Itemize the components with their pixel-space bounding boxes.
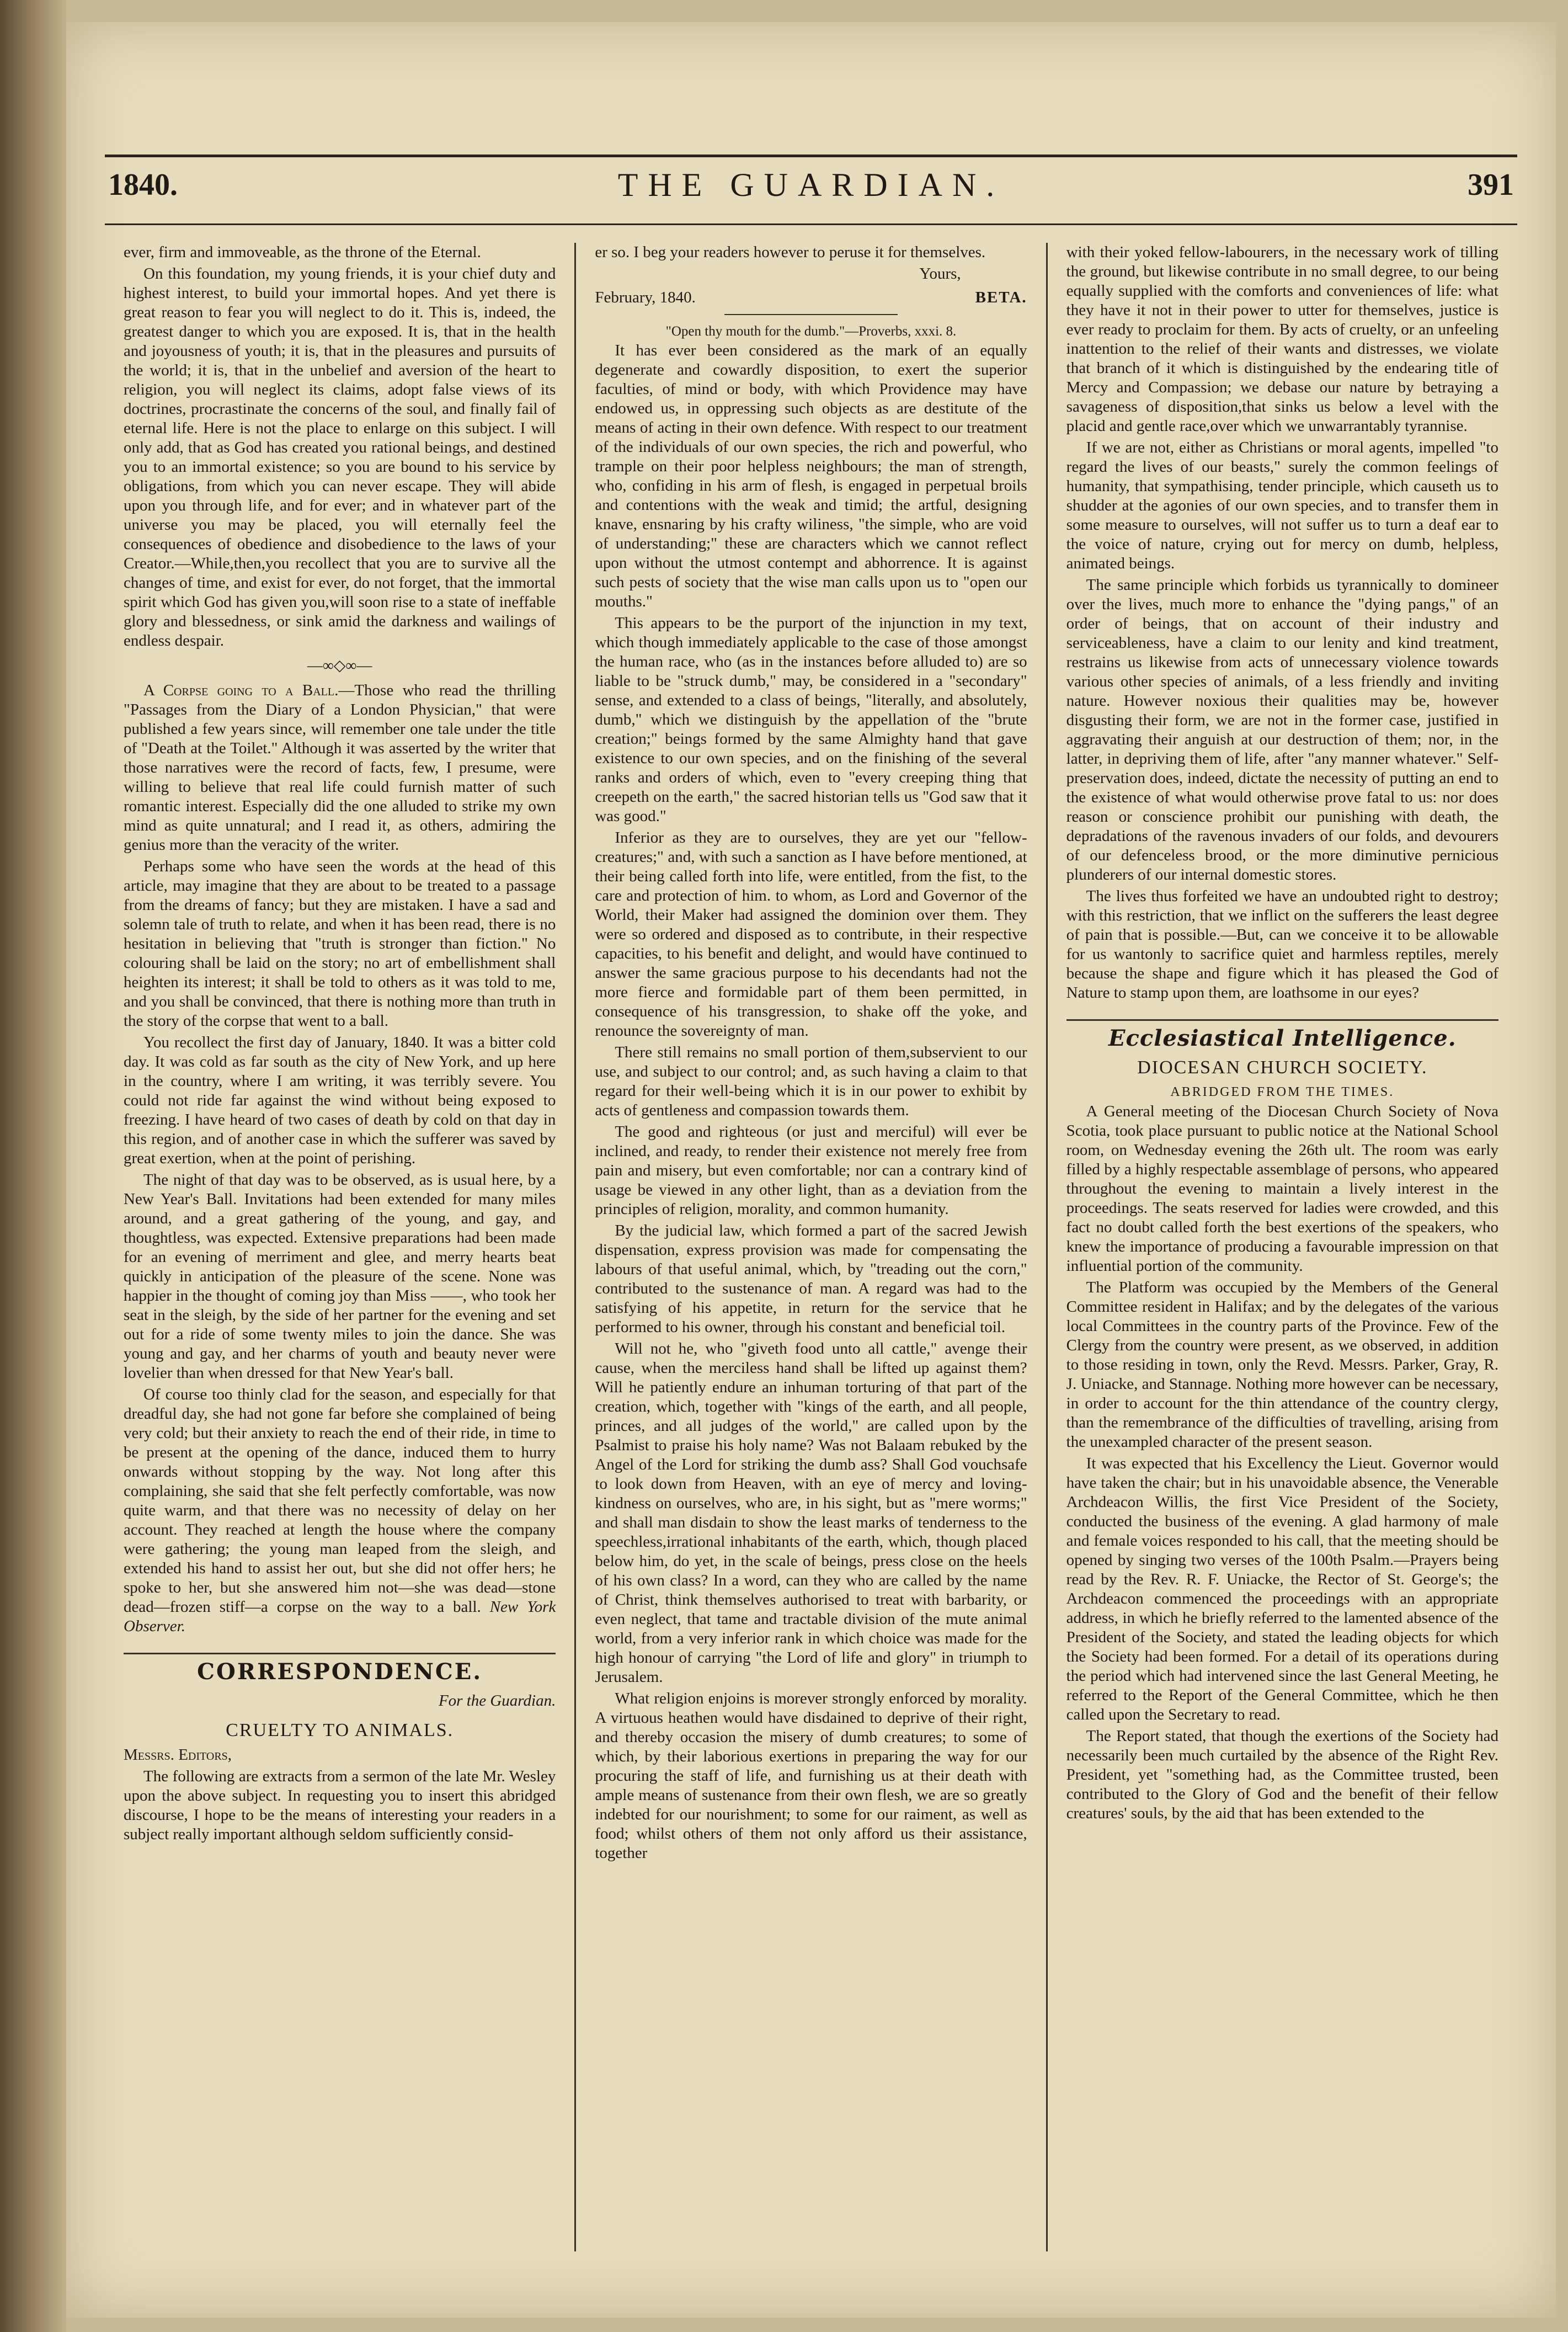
section-heading: CORRESPONDENCE. xyxy=(124,1653,556,1681)
paragraph: You recollect the first day of January, 1840. It was a bitter cold day. It was cold as far south as the city of New York, and up here in the country, where I am writing, it was terribly severe. You could not ride far against the wind without being exposed to freezing. I have heard of two cases of death by cold on that day in this region, and of another case in which the sufferer was saved by great exertion, when at the point of perishing. xyxy=(124,1034,556,1167)
header-page-number: 391 xyxy=(1468,168,1514,202)
letter-signature: BETA. xyxy=(975,289,1027,306)
paragraph: On this foundation, my young friends, it is your chief duty and highest interest, to build your immortal hopes. And yet there is great reason to fear you will neglect to do it. This is, indeed, the greatest danger to which you are exposed. It is, that in the health and joyousness of youth; it is, that in the pleasures and pursuits of the world; it is, that in the unbelief and aversion of the heart to religion, you will neglect its claims, adopt false views of its doctrines, procrastinate the concerns of the soul, and finally fail of eternal life. Here is not the place to enlarge on this subject. I will only add, that as God has created you rational beings, and destined you to an immortal existence; so you are bound to his service by obligations, from which you can never escape. They will abide upon you through life, and for ever; and in whatever part of the universe you may be placed, you will eternally feel the consequences of obedience and disobedience to the laws of your Creator.—While,then,you recollect that you are to survive all the changes of time, and exist for ever, do not forget, that the immortal spirit which God has given you,will soon rise to a state of ineffable glory and blessedness, or sink amid the darkness and wailings of endless despair. xyxy=(124,265,556,649)
paragraph: It was expected that his Excellency the Lieut. Governor would have taken the chair; but in his unavoidable absence, the Venerable Archdeacon Willis, the first Vice President of the Society, conducted the business of the evening. A glad harmony of male and female voices responded to his call, that the meeting should be opened by singing two verses of the 100th Psalm.—Prayers being read by the Rev. R. F. Uniacke, the Rector of St. George's; the Archdeacon commenced the proceedings with an appropriate address, in which he briefly referred to the lamented absence of the President of the Society, and stated the leading objects for which the Society had been formed. For a detail of its operations during the period which had intervened since the last General Meeting, he referred to the Report of the General Committee, which he then called upon the Secretary to read. xyxy=(1066,1455,1498,1723)
article-source: ABRIDGED FROM THE TIMES. xyxy=(1170,1085,1395,1099)
paragraph: with their yoked fellow-labourers, in the necessary work of tilling the ground, but likewise contribute in no small degree, to our being equally supplied with the comforts and conveniences of life: what they have it not in their power to utter for themselves, justice is ever ready to proclaim for them. By acts of cruelty, or an unfeeling inattention to the relief of their wants and distresses, we violate that branch of it which is distinguished by the endearing title of Mercy and Compassion; we debase our nature by betraying a savageness of disposition,that sinks us below a level with the placid and gentle race,over which we unwarrantably tyrannise. xyxy=(1066,243,1498,435)
paragraph: The following are extracts from a sermon of the late Mr. Wesley upon the above subject. In requesting you to insert this abridged discourse, I hope to be the means of interesting your readers in a subject really important although seldom sufficiently consid- xyxy=(124,1767,556,1843)
paragraph: The Report stated, that though the exertions of the Society had necessarily been much curtailed by the absence of the Right Rev. President, yet "something had, as the Committee trusted, been contributed to the Glory of God and the benefit of their fellow creatures' souls, by the aid that has been extended to the xyxy=(1066,1727,1498,1822)
column-3 xyxy=(1046,243,1517,2251)
letter-signature-line xyxy=(595,288,1027,307)
column-1 xyxy=(105,243,574,2251)
paragraph-text: Of course too thinly clad for the season, and especially for that dreadful day, she had not gone far before she complained of being very cold; but their anxiety to reach the end of their ride, in time to be present at the opening of the dance, induced them to hurry onwards without stopping by the way. Not long after this complaining, she said that she felt perfectly comfortable, was now quite warm, and that there was no necessity of delay on her account. They reached at length the house where the company were gathering; the young man leaped from the sleigh, and extended his hand to assist her out, but she did not offer hers; he spoke to her, but she answered him not—she was dead—stone dead—frozen stiff—a corpse on the way to a ball. xyxy=(124,1386,556,1616)
paragraph xyxy=(124,681,556,855)
salutation: Messrs. Editors, xyxy=(124,1746,232,1764)
paragraph: ever, firm and immoveable, as the throne of the Eternal. xyxy=(124,243,481,261)
ornament-divider: —∞◇∞— xyxy=(307,657,372,674)
paragraph: Perhaps some who have seen the words at the head of this article, may imagine that they are about to be treated to a passage from the dreams of fancy; but they are mistaken. I have a sad and solemn tale of truth to relate, and when it has been read, there is no hesitation in believing that "truth is stronger than fiction." No colouring shall be laid on the story; no art of embellishment shall heighten its interest; it shall be told to others as it was told to me, and you shall be convinced, that there is nothing more than truth in the story of the corpse that went to a ball. xyxy=(124,858,556,1030)
columns xyxy=(105,243,1517,2251)
paragraph: It has ever been considered as the mark of an equally degenerate and cowardly disposition, to exert the superior faculties, of mind or body, with which Providence may have endowed us, in oppressing such objects as are destitute of the means of acting in their own defence. With respect to our treatment of the individuals of our own species, the rich and powerful, who trample on their poor helpless neighbours; the man of strength, who, confiding in his arm of flesh, is engaged in perpetual broils and contentions with the weak and timid; the artful, designing knave, ensnaring by his crafty wiliness, "the simple, who are void of understanding;" these are characters which we cannot reflect upon without the utmost contempt and abhorrence. It is against such pests of society that the wise man calls upon us to "open our mouths." xyxy=(595,342,1027,610)
paragraph: The night of that day was to be observed, as is usual here, by a New Year's Ball. Invitations had been extended for many miles around, and a great gathering of the young, and gay, and thoughtless, was expected. Extensive preparations had been made for an evening of merriment and glee, and merry hearts beat quickly in anticipation of the pleasure of the scene. None was happier in the thought of coming joy than Miss ——, who took her seat in the sleigh, by the side of her partner for the evening and set out for a ride of some twenty miles to join the dance. She was young and gay, and her charms of youth and beauty never were lovelier than when dressed for that New Year's ball. xyxy=(124,1171,556,1382)
page-header xyxy=(105,155,1517,225)
paragraph: The same principle which forbids us tyrannically to domineer over the lives, much more to enhance the "dying pangs," of an order of beings, that on account of their industry and serviceableness, have a claim to our lenity and kind treatment, restrains us likewise from acts of unnecessary violence towards various other species of animals, of a less friendly and inviting nature. However noxious their qualities may be, however disgusting their form, we are not in the former case, justified in aggravating their anguish at our destruction of them; nor, in the latter, in depriving them of life, after "any manner whatever." Self-preservation does, indeed, dictate the necessity of putting an end to the existence of what would otherwise prove fatal to us: nor does reason or conscience prohibit our punishing with death, the depradations of the ravenous invaders of our folds, and devourers of our defenceless brood, or the more diminutive pernicious plunderers of our internal domestic stores. xyxy=(1066,576,1498,883)
paragraph: By the judicial law, which formed a part of the sacred Jewish dispensation, express provision was made for compensating the labours of that useful animal, which, by "treading out the corn," contributed to the sustenance of man. A regard was had to the satisfying of his appetite, in return for the service that he performed to his owner, through his constant and beneficial toil. xyxy=(595,1222,1027,1336)
paragraph: What religion enjoins is morever strongly enforced by morality. A virtuous heathen would have disdained to deprive of their right, and thereby occasion the misery of dumb creatures; to some of which, by their laborious exertions in preparing the way for our procuring the staff of life, and furnishing us at their death with ample means of sustenance from their own flesh, we are so greatly indebted for our nourishment; to some for our raiment, as well as food; whilst others of them not only afford us their assistance, together xyxy=(595,1690,1027,1862)
paragraph: The Platform was occupied by the Members of the General Committee resident in Halifax; and by the delegates of the various local Committees in the country parts of the Province. Few of the Clergy from the country were present, as we observed, in addition to those residing in town, only the Revd. Messrs. Parker, Gray, R. J. Uniacke, and Stannage. Nothing more however can be necessary, in order to account for the thin attendance of the country clergy, than the remembrance of the difficulties of travelling, arising from the unexampled character of the present season. xyxy=(1066,1279,1498,1451)
column-2 xyxy=(574,243,1046,2251)
for-the-guardian: For the Guardian. xyxy=(438,1692,556,1710)
paragraph-text: —Those who read the thrilling "Passages from the Diary of a London Physician," that were published a few years since, will remember one tale under the title of "Death at the Toilet." Although it was asserted by the writer that those narratives were the record of facts, few, I presume, were willing to believe that real life could furnish matter of such romantic interest. Especially did the one alluded to strike my own mind as quite unnatural; and I read it, as others, admiring the genius more than the veracity of the writer. xyxy=(124,682,556,854)
paragraph: Will not he, who "giveth food unto all cattle," avenge their cause, when the merciless hand shall be lifted up against them? Will he patiently endure an inhuman torturing of that part of the creation, which, together with "kings of the earth, and all people, princes, and all judges of the world," are called upon by the Psalmist to praise his holy name? Was not Balaam rebuked by the Angel of the Lord for striking the dumb ass? Shall God vouchsafe to look down from Heaven, with an eye of mercy and loving-kindness on ourselves, who are, in his sight, but as "mere worms;" and shall man disdain to show the least marks of tenderness to the speechless,irrational inhabitants of the earth, which, though placed below him, do yet, in the scale of beings, press close on the heels of his own class? In a word, can they who are called by the name of Christ, think themselves authorised to treat with barbarity, or even neglect, that tame and tractable division of the mute animal world, from a very inferior rank in which choice was made for the high honour of carrying "the Lord of life and glory" in triumph to Jerusalem. xyxy=(595,1340,1027,1686)
paragraph: There still remains no small portion of them,subservient to our use, and subject to our control; and, as such having a claim to that regard for their well-being which it is in our power to exhibit by acts of gentleness and compassion towards them. xyxy=(595,1043,1027,1119)
paragraph: Inferior as they are to ourselves, they are yet our "fellow-creatures;" and, with such a sanction as I have before mentioned, at their being called forth into life, were entitled, from the fist, to the care and protection of him. to whom, as Lord and Governor of the World, their Maker had assigned the dominion over them. They were so ordered and disposed as to contribute, in their respective capacities, to his benefit and delight, and would have continued to answer the same gracious purpose to his decendants had not the more fierce and formidable part of them been permitted, in consequence of his transgression, to shake off the yoke, and renounce the sovereignty of man. xyxy=(595,829,1027,1040)
paragraph: The good and righteous (or just and merciful) will ever be inclined, and ready, to render their existence not merely free from pain and misery, but even comfortable; nor can a contrary kind of usage be viewed in any other light, than as a deviation from the principles of religion, morality, and common humanity. xyxy=(595,1123,1027,1218)
paragraph: er so. I beg your readers however to peruse it for themselves. xyxy=(595,243,986,261)
letter-date: February, 1840. xyxy=(595,289,696,306)
book-binding xyxy=(0,0,66,2332)
header-year: 1840. xyxy=(108,168,178,202)
article-title: DIOCESAN CHURCH SOCIETY. xyxy=(1137,1057,1428,1078)
article-title: CRUELTY TO ANIMALS. xyxy=(226,1720,454,1740)
paragraph xyxy=(124,1385,556,1636)
header-title: THE GUARDIAN. xyxy=(617,167,1005,203)
paragraph: This appears to be the purport of the injunction in my text, which though immediately applicable to the case of those amongst the human race, who (as in the instances before alluded to) are so liable to be "struck dumb," may, be considered in a "secondary" sense, and extended to a class of beings, "literally, and absolutely, dumb," which we distinguish by the appellation of the "brute creation;" beings formed by the same Almighty hand that gave existence to our own species, and on the finishing of the several ranks and orders of which, even to "every creeping thing that creepeth on the earth," the sacred historian tells us "God saw that it was good." xyxy=(595,614,1027,825)
epigraph: "Open thy mouth for the dumb."—Proverbs, xxxi. 8. xyxy=(665,324,957,339)
paragraph: The lives thus forfeited we have an undoubted right to destroy; with this restriction, that we inflict on the sufferers the least degree of pain that is possible.—But, can we conceive it to be allowable for us wantonly to sacrifice quiet and harmless reptiles, merely because the shape and figure which it has pleased the God of Nature to stamp upon them, are loathsome in our eyes? xyxy=(1066,887,1498,1002)
newspaper-page xyxy=(66,22,1556,2318)
section-heading: Ecclesiastical Intelligence. xyxy=(1066,1019,1498,1048)
divider xyxy=(724,314,897,315)
article-lead: A Corpse going to a Ball. xyxy=(143,682,339,699)
paragraph: If we are not, either as Christians or moral agents, impelled "to regard the lives of our beasts," surely the common feelings of humanity, that sympathising, tender principle, which causeth us to shudder at the agonies of our own species, and to transfer them in some measure to ourselves, will not suffer us to turn a deaf ear to the voice of nature, crying out for mercy on dumb, helpless, animated beings. xyxy=(1066,439,1498,572)
paragraph: A General meeting of the Diocesan Church Society of Nova Scotia, took place pursuant to public notice at the National School room, on Wednesday evening the 26th ult. The room was early filled by a highly respectable assemblage of persons, who appeared throughout the evening to maintain a lively interest in the proceedings. The seats reserved for ladies were crowded, and this fact no doubt called forth the best exertions of the speakers, who knew the importance of producing a favourable impression on that influential portion of the community. xyxy=(1066,1103,1498,1275)
letter-closing: Yours, xyxy=(919,265,961,283)
source-credit: New York Observer. xyxy=(124,1598,556,1635)
